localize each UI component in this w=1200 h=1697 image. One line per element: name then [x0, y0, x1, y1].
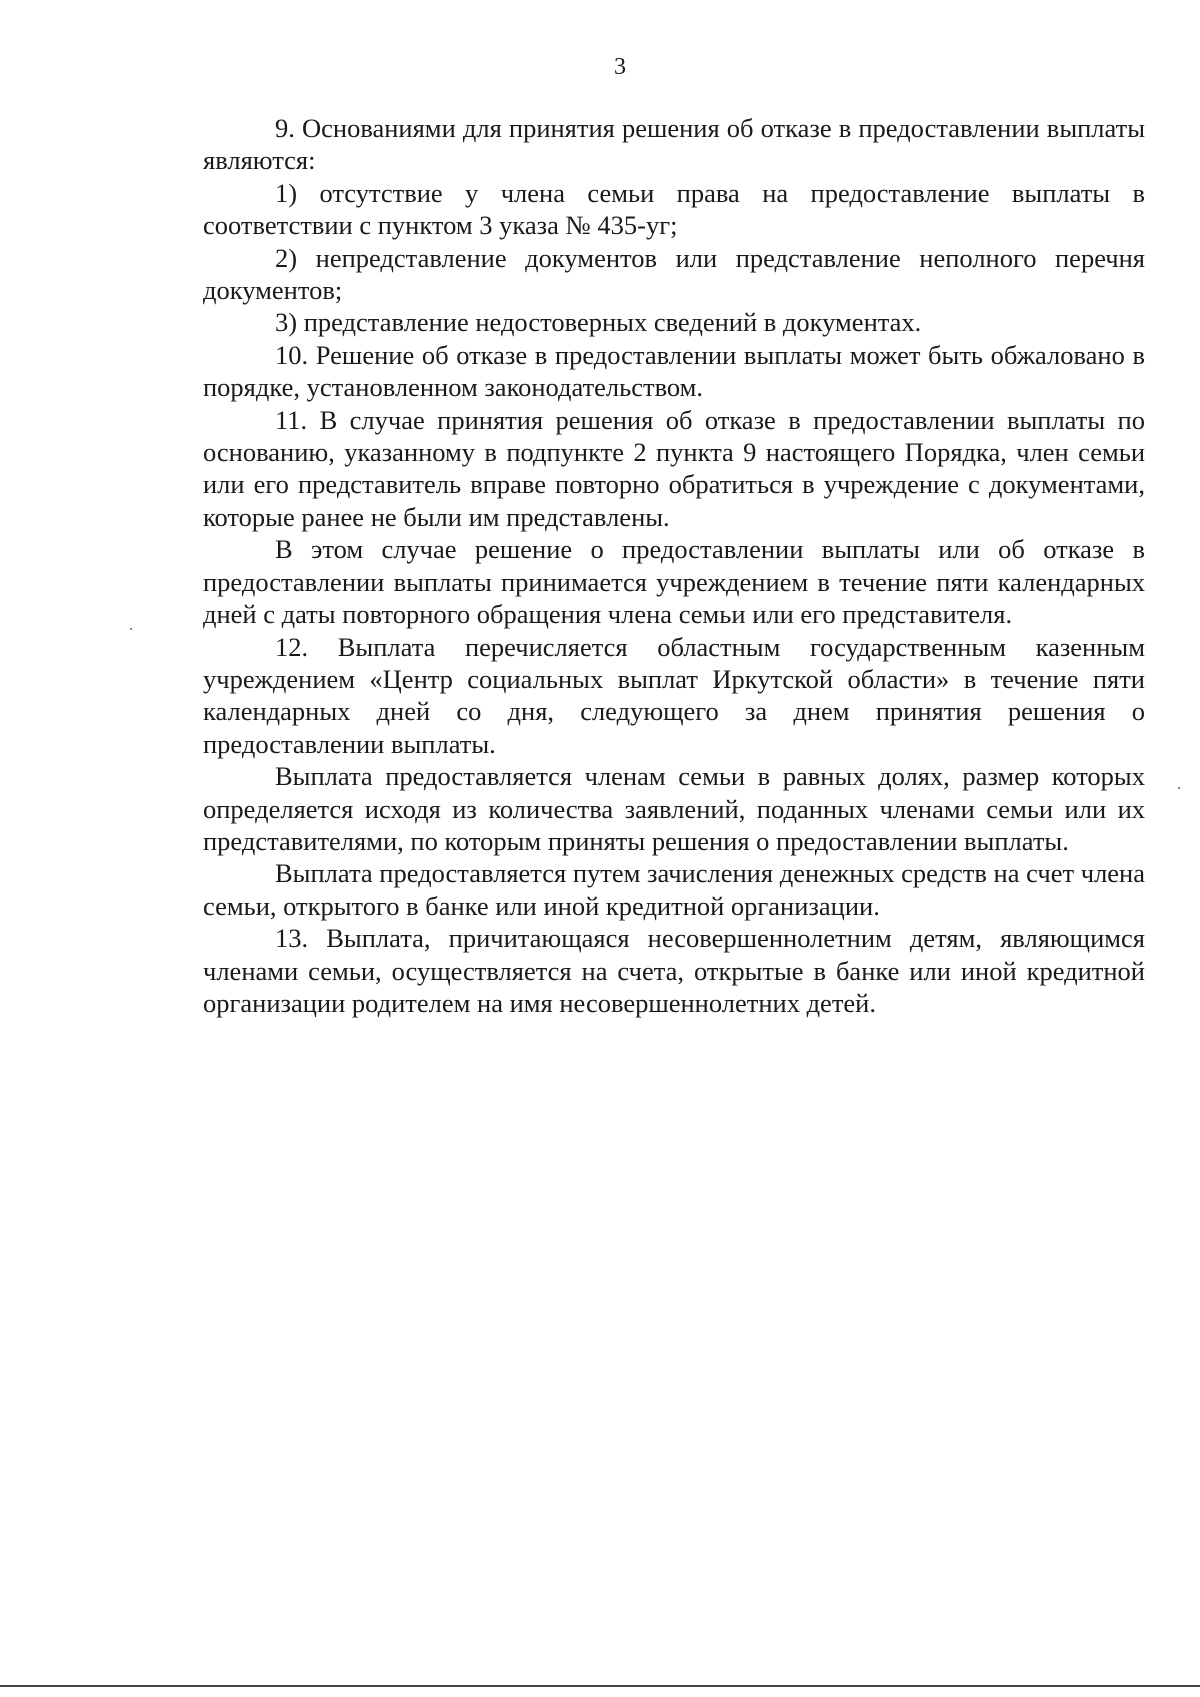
paragraph-12: 12. Выплата перечисляется областным государственным казенным учреждением «Центр социальных выплат Иркутской области» в течение пяти календарных дней со дня, следующего за днем принятия решения о предоставлении выплаты. — [203, 631, 1145, 759]
paragraph-12-account: Выплата предоставляется путем зачисления денежных средств на счет члена семьи, открытого в банке или иной кредитной организации. — [203, 858, 1145, 921]
paragraph-11: 11. В случае принятия решения об отказе в предоставлении выплаты по основанию, указанному в подпункте 2 пункта 9 настоящего Порядка, член семьи или его представитель вправе повторно обратиться в учреждение с документами, которые ранее не были им представлены. — [203, 404, 1145, 532]
paragraph-9: 9. Основаниями для принятия решения об отказе в предоставлении выплаты являются: — [203, 113, 1145, 176]
paragraph-12-shares: Выплата предоставляется членам семьи в равных долях, размер которых определяется исходя из количества заявлений, поданных членами семьи или их представителями, по которым приняты решения о предоставлении выплаты. — [203, 761, 1145, 856]
page-number: 3 — [614, 54, 626, 80]
scan-artifact — [1178, 787, 1180, 789]
paragraph-9-item-2: 2) непредставление документов или представление неполного перечня документов; — [203, 242, 1145, 306]
scan-artifact — [130, 628, 132, 630]
paragraph-10: 10. Решение об отказе в предоставлении выплаты может быть обжаловано в порядке, установленном законодательством. — [203, 339, 1145, 403]
paragraph-11-continued: В этом случае решение о предоставлении выплаты или об отказе в предоставлении выплаты принимается учреждением в течение пяти календарных дней с даты повторного обращения члена семьи или его представителя. — [203, 534, 1145, 630]
paragraph-13: 13. Выплата, причитающаяся несовершеннолетним детям, являющимся членами семьи, осуществляется на счета, открытые в банке или иной кредитной организации родителем на имя несовершеннолетних детей. — [203, 923, 1145, 1018]
scan-edge-line — [0, 1685, 1200, 1687]
paragraph-9-item-1: 1) отсутствие у члена семьи права на предоставление выплаты в соответствии с пунктом 3 указа № 435-уг; — [203, 177, 1145, 241]
paragraph-9-item-3: 3) представление недостоверных сведений в документах. — [275, 307, 922, 338]
document-body — [203, 112, 1145, 1019]
